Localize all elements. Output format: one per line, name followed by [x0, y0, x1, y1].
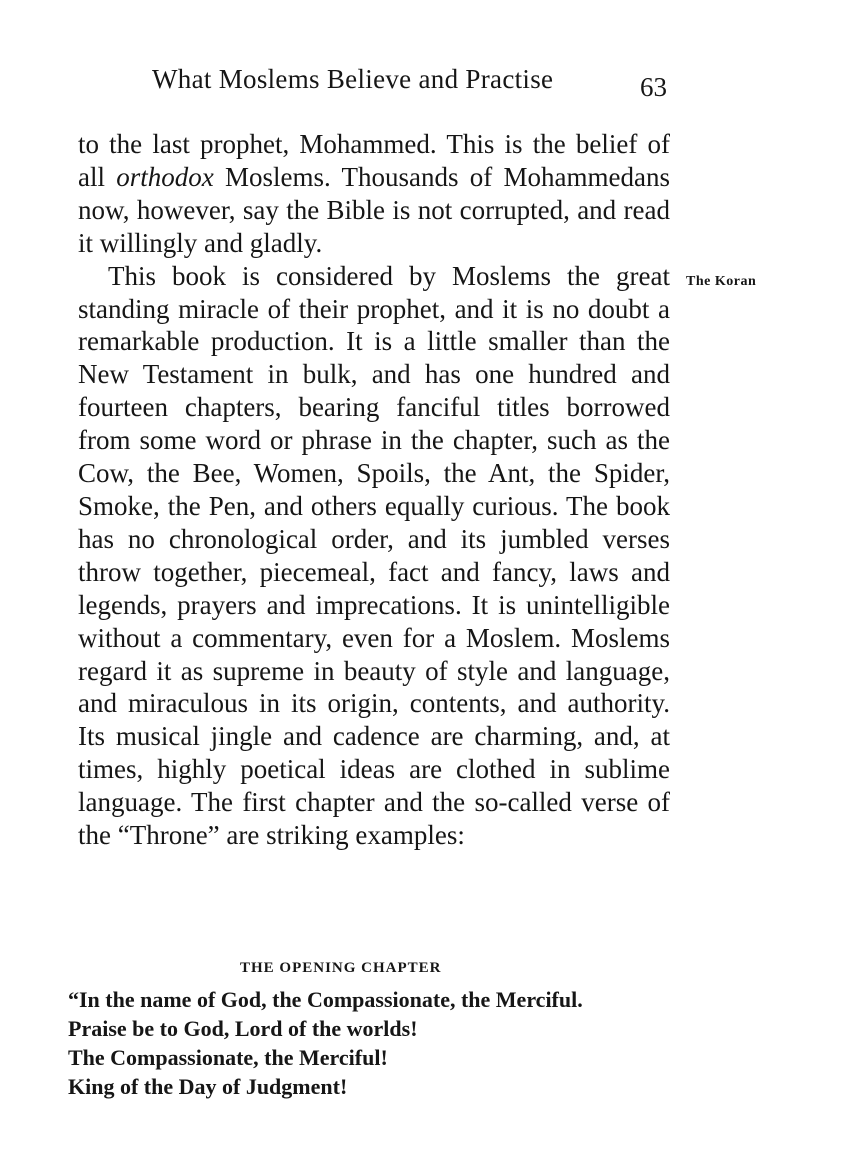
margin-note-the-koran: The Koran — [686, 274, 757, 289]
paragraph-koran: This book is considered by Moslems the great standing miracle of their prophet, and it is no doubt a remarkable production. It is a little smaller than the New Testament in bulk, and has one hundred and fourteen chapters, bearing fanciful titles borrowed from some word or phrase in the chapter, such as the Cow, the Bee, Women, Spoils, the Ant, the Spider, Smoke, the Pen, and others equally curious. The book has no chronological order, and its jumbled verses throw together, piecemeal, fact and fancy, laws and legends, prayers and imprecations. It is unintelligible without a commentary, even for a Moslem. Moslems regard it as supreme in beauty of style and language, and miraculous in its origin, contents, and authority. Its musical jingle and cadence are charming, and, at times, highly poetical ideas are clothed in sublime language. The first chapter and the so-called verse of the “Throne” are striking examples: — [78, 260, 670, 851]
quote-line: The Compassionate, the Merciful! — [68, 1045, 388, 1070]
quote-line: King of the Day of Judgment! — [68, 1074, 348, 1099]
quote-line: Praise be to God, Lord of the worlds! — [68, 1016, 418, 1041]
opening-chapter-quote — [68, 985, 583, 1101]
running-head-title: What Moslems Believe and Practise — [152, 64, 554, 94]
page-number: 63 — [640, 72, 667, 102]
quote-heading: THE OPENING CHAPTER — [240, 960, 442, 976]
emphasis-orthodox: orthodox — [116, 161, 214, 192]
continuation-text-before: to the last prophet, Mohammed. This is the belief of all — [78, 129, 670, 192]
quote-line: “In the name of God, the Compassionate, the Merciful. — [68, 987, 583, 1012]
main-text-block — [78, 128, 670, 852]
continuation-text-after: Moslems. Thousands of Mohammedans now, however, say the Bible is not corrupted, and read it willingly and gladly. — [78, 161, 670, 258]
paragraph-continuation — [78, 128, 670, 260]
